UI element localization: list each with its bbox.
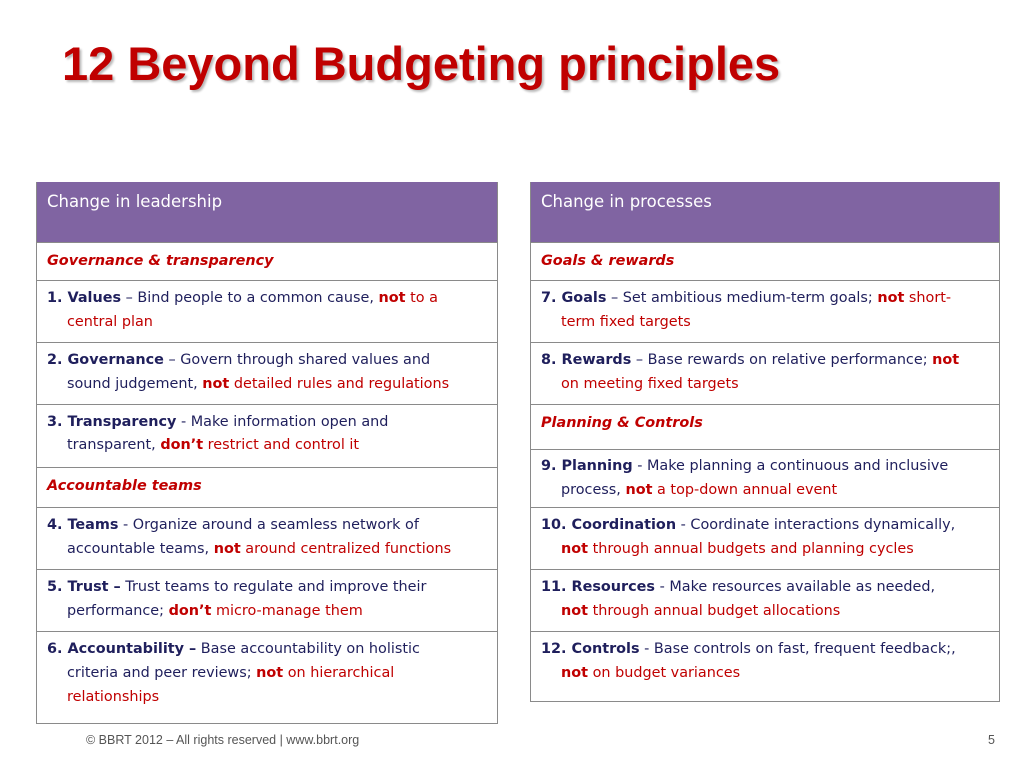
negation: not [561, 603, 589, 619]
principle-accountability: 6. Accountability – Base accountability on holistic criteria and peer reviews; not on hierarchical relationships [37, 631, 497, 724]
negation: not [256, 665, 284, 681]
principle-transparency: 3. Transparency - Make information open and transparent, don’t restrict and control it [37, 404, 497, 450]
principle-key: 7. Goals [541, 290, 607, 306]
page-title: 12 Beyond Budgeting principles [62, 37, 781, 90]
negation: not [561, 541, 589, 557]
processes-header-text: Change in processes [541, 192, 712, 211]
negation: not [932, 352, 960, 368]
negation: not [202, 376, 230, 392]
processes-header [531, 182, 999, 242]
negation: don’t [160, 437, 204, 453]
principle-key: 9. Planning [541, 458, 633, 474]
principle-planning: 9. Planning - Make planning a continuous and inclusive process, not a top-down annual event [531, 449, 999, 507]
principle-key: 3. Transparency [47, 414, 177, 430]
principle-key: 5. Trust – [47, 579, 121, 595]
principle-resources: 11. Resources - Make resources available as needed, not through annual budget allocations [531, 569, 999, 631]
principle-controls: 12. Controls - Base controls on fast, frequent feedback;, not on budget variances [531, 631, 999, 702]
negation: not [213, 541, 241, 557]
section-planning-controls: Planning & Controls [531, 404, 999, 449]
section-governance-transparency: Governance & transparency [37, 242, 497, 280]
leadership-header-text: Change in leadership [47, 192, 223, 211]
negation: not [877, 290, 905, 306]
leadership-header [37, 182, 497, 242]
principle-key: 12. Controls [541, 641, 640, 657]
leadership-column [36, 182, 498, 724]
negation: not [625, 482, 653, 498]
processes-column [530, 182, 1000, 702]
principle-goals: 7. Goals – Set ambitious medium-term goals; not short- term fixed targets [531, 280, 999, 342]
principle-key: 11. Resources [541, 579, 655, 595]
principle-rewards: 8. Rewards – Base rewards on relative performance; not on meeting fixed targets [531, 342, 999, 404]
negation: don’t [168, 603, 212, 619]
principle-trust: 5. Trust – Trust teams to regulate and improve their performance; don’t micro-manage them [37, 569, 497, 631]
section-goals-rewards: Goals & rewards [531, 242, 999, 280]
principle-key: 8. Rewards [541, 352, 632, 368]
negation: not [561, 665, 589, 681]
principle-key: 1. Values [47, 290, 122, 306]
negation: not [378, 290, 406, 306]
principle-key: 2. Governance [47, 352, 164, 368]
principle-key: 10. Coordination [541, 517, 677, 533]
principle-key: 6. Accountability – [47, 641, 197, 657]
principle-governance: 2. Governance – Govern through shared values and sound judgement, not detailed rules and regulations [37, 342, 497, 404]
section-accountable-teams: Accountable teams [37, 467, 497, 507]
page-number: 5 [988, 733, 995, 747]
principle-coordination: 10. Coordination - Coordinate interactions dynamically, not through annual budgets and planning cycles [531, 507, 999, 569]
copyright-footer: © BBRT 2012 – All rights reserved | www.bbrt.org [86, 733, 360, 747]
principle-values: 1. Values – Bind people to a common cause, not to a central plan [37, 280, 497, 342]
principle-key: 4. Teams [47, 517, 119, 533]
principle-teams: 4. Teams - Organize around a seamless network of accountable teams, not around centralized functions [37, 507, 497, 569]
